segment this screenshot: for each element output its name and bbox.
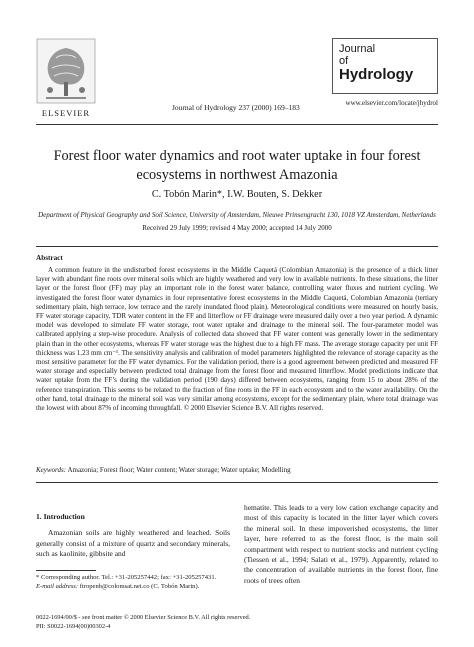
title-line: ecosystems in northwest Amazonia bbox=[136, 167, 338, 183]
journal-citation: Journal of Hydrology 237 (2000) 169–183 bbox=[172, 103, 300, 112]
journal-title-line: of bbox=[339, 55, 349, 67]
pii-line: PII: S0022-1694(00)00302-4 bbox=[36, 622, 111, 630]
body-paragraph: hematite. This leads to a very low cation exchange capacity and most of this capacity is located in the litter layer which covers the mineral soil. In these impoverished ecosystems, the litter layer, here referred to as the forest floor, is the main soil compartment with respect to nutrient stocks and nutrient cycling (Tiessen et al., 1994; Salati et al., 1979). Apparently, related to the concentration of available nutrients in the forest floor, fine roots of trees often bbox=[244, 503, 438, 585]
journal-header bbox=[36, 38, 438, 120]
journal-title-block bbox=[332, 38, 438, 107]
email-label: E-mail address: bbox=[36, 582, 79, 590]
body-right-column bbox=[244, 503, 438, 586]
elsevier-tree-icon bbox=[36, 38, 96, 104]
body-left-column bbox=[36, 512, 230, 560]
footnote-rule bbox=[36, 570, 96, 571]
abstract-heading: Abstract bbox=[36, 254, 63, 262]
author-list: C. Tobón Marin*, I.W. Bouten, S. Dekker bbox=[151, 189, 323, 200]
keywords-label: Keywords: bbox=[36, 466, 67, 474]
received-dates: Received 29 July 1999; revised 4 May 2000; accepted 14 July 2000 bbox=[142, 224, 332, 232]
header-rule bbox=[36, 124, 438, 125]
title-line: Forest floor water dynamics and root water uptake in four forest bbox=[53, 148, 421, 164]
journal-title-line: Journal bbox=[339, 43, 376, 55]
elsevier-logo bbox=[36, 38, 96, 118]
keywords-line bbox=[36, 466, 438, 474]
footnote bbox=[36, 574, 230, 591]
corresponding-author-note: * Corresponding author. Tel.: +31-205257442; fax: +31-205257431. bbox=[36, 574, 217, 581]
email-note bbox=[36, 583, 230, 592]
copyright-info bbox=[36, 614, 336, 631]
journal-title-box bbox=[332, 38, 438, 94]
abstract-text: A common feature in the undisturbed forest ecosystems in the Middle Caquetá (Colombian Amazonia) is the presence of a thick litter layer with abundant fine roots over mineral soils which are highly weathered and very low in available nutrients. In these situations, the litter layer or the forest floor (FF) may play an important role in the forest water balance, controlling water fluxes and nutrient cycling. We investigated the forest floor water dynamics in four representative forest ecosystems in the Middle Caquetá, Colombian Amazonia (tertiary sedimentary plain, high terrace, low terrace and the rarely inundated flood plain). Meteorological conditions were measured on hourly basis, FF water storage capacity, TDR water content in the FF and litterflow or FF drainage were measured daily over a two year period. A dynamic model was developed to simulate FF water storage, root water uptake and drainage to the mineral soil. The four-parameter model was calibrated applying a step-wise procedure. Analysis of collected data showed that FF water content was generally lower in the sedimentary plain than in the other ecosystems, whereas FF water storage was the highest due to a high FF mass. The average storage capacity per unit FF thickness was 1.23 mm cm⁻¹. The sensitivity analysis and calibration of model parameters highlighted the relevance of storage capacity as the most sensitive parameter for the FF water dynamics. For the validation period, there is a good agreement between predicted and measured FF water storage and especially between predicted total drainage from the forest floor and measured litterflow. Model predictions indicate that water uptake from the FF’s during the validation period (190 days) differed between ecosystems, ranging from 15 to about 28% of the reference transpiration. This seems to be related to the fraction of fine roots in the FF in each ecosystem and to the water availability. On the other hand, total drainage to the mineral soil was very similar among ecosystems, except for the sedimentary plain, where total drainage was the lowest with about 87% of incoming throughfall. © 2000 Elsevier Science B.V. All rights reserved. bbox=[36, 266, 438, 413]
keywords-list: Amazonia; Forest floor; Water content; Water storage; Water uptake; Modelling bbox=[67, 466, 291, 474]
email-address[interactable]: ftropenb@colomsat.net.co (C. Tobón Marin). bbox=[79, 582, 200, 590]
author-affiliation: Department of Physical Geography and Soil Science, University of Amsterdam, Nieuwe Prinsengracht 130, 1018 VZ Amsterdam, Netherlands bbox=[38, 211, 436, 219]
article-title bbox=[36, 147, 438, 185]
journal-url-link[interactable]: www.elsevier.com/locate/jhydrol bbox=[345, 99, 438, 107]
journal-title-line: Hydrology bbox=[339, 66, 414, 83]
publisher-name: ELSEVIER bbox=[41, 108, 91, 118]
abstract-bottom-rule bbox=[36, 482, 438, 483]
body-paragraph: Amazonian soils are highly weathered and leached. Soils generally consist of a mixture of quartz and secondary minerals, such as kaolinite, gibbsite and bbox=[36, 528, 230, 559]
section-heading: 1. Introduction bbox=[36, 512, 85, 521]
abstract-top-rule bbox=[36, 246, 438, 247]
copyright-line: 0022-1694/00/$ - see front matter © 2000 Elsevier Science B.V. All rights reserved. bbox=[36, 614, 251, 621]
